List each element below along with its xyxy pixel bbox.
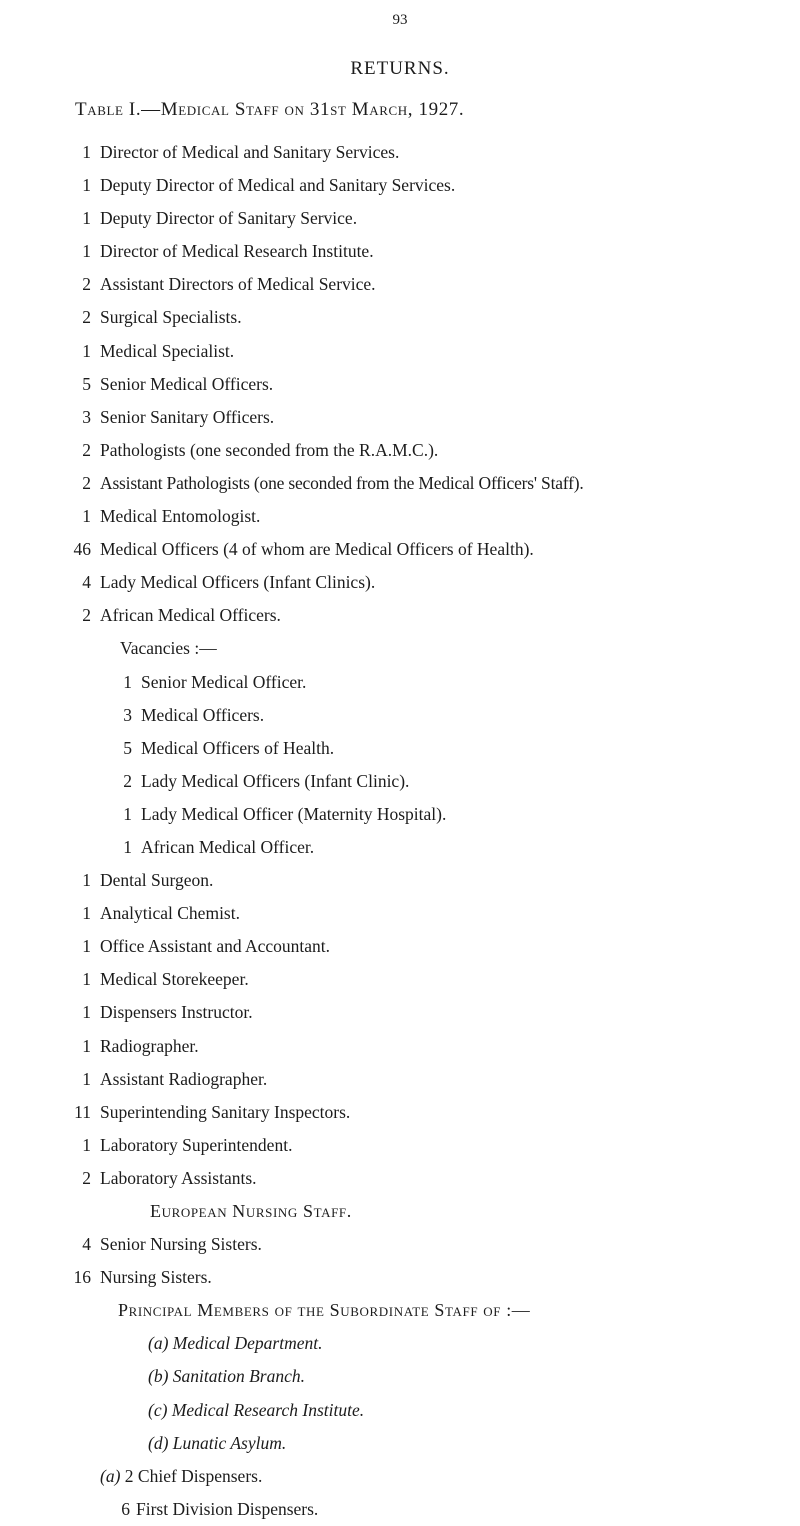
staff-count: 1	[82, 969, 91, 990]
staff-count: 2	[82, 605, 91, 626]
staff-row	[0, 1162, 800, 1195]
staff-row	[0, 1030, 800, 1063]
section-heading: European Nursing Staff.	[150, 1201, 352, 1221]
staff-count: 16	[73, 1267, 91, 1288]
staff-count: 1	[82, 175, 91, 196]
dept-row	[0, 1493, 800, 1526]
staff-count: 1	[82, 1035, 91, 1056]
staff-count: 1	[82, 506, 91, 527]
vacancy-title: Lady Medical Officers (Infant Clinic).	[141, 770, 410, 791]
staff-count: 1	[82, 142, 91, 162]
page-number: 93	[392, 12, 408, 28]
staff-title: Medical Officers (4 of whom are Medical Officers of Health).	[100, 539, 534, 560]
category-row	[0, 1394, 800, 1427]
category-letter: (d)	[148, 1432, 169, 1453]
staff-row	[0, 169, 800, 202]
staff-count: 1	[82, 1068, 91, 1089]
staff-row	[0, 1129, 800, 1162]
category-item	[148, 1327, 322, 1360]
staff-title: African Medical Officers.	[100, 605, 281, 626]
staff-row	[0, 930, 800, 963]
staff-title: Radiographer.	[100, 1035, 199, 1056]
table-title: Table I.—Medical Staff on 31st March, 1927.	[75, 99, 465, 120]
category-row	[0, 1360, 800, 1393]
staff-row	[0, 268, 800, 301]
vacancies-label-row	[0, 632, 800, 665]
vacancy-count: 5	[123, 737, 132, 758]
category-item	[148, 1360, 305, 1393]
staff-row	[0, 500, 800, 533]
staff-count: 11	[74, 1101, 91, 1122]
staff-count: 1	[82, 208, 91, 229]
staff-title: Senior Sanitary Officers.	[100, 406, 275, 427]
staff-title: Medical Specialist.	[100, 340, 235, 361]
staff-title: Laboratory Assistants.	[100, 1167, 257, 1188]
staff-title: Assistant Directors of Medical Service.	[100, 274, 376, 295]
staff-count: 5	[82, 373, 91, 394]
section-heading: Principal Members of the Subordinate Staff of :—	[118, 1300, 531, 1321]
staff-row	[0, 401, 800, 434]
staff-row	[0, 1096, 800, 1129]
staff-title: Superintending Sanitary Inspectors.	[100, 1101, 351, 1122]
dept-letter: (a)	[100, 1465, 121, 1486]
staff-row	[0, 335, 800, 368]
staff-count: 1	[82, 340, 91, 361]
vacancy-title: Senior Medical Officer.	[141, 671, 307, 692]
vacancy-count: 2	[123, 770, 132, 791]
vacancy-count: 1	[123, 836, 132, 857]
staff-count: 1	[82, 936, 91, 957]
staff-return-list	[0, 136, 800, 1526]
subordinate-heading-row	[0, 1294, 800, 1327]
staff-count: 46	[73, 539, 91, 560]
staff-title: Medical Entomologist.	[100, 506, 261, 527]
staff-row	[0, 136, 800, 169]
category-row	[0, 1327, 800, 1360]
staff-count: 2	[82, 472, 91, 493]
staff-row	[0, 1063, 800, 1096]
staff-row	[0, 996, 800, 1029]
category-letter: (b)	[148, 1366, 169, 1387]
staff-title: Analytical Chemist.	[100, 903, 240, 924]
staff-row	[0, 963, 800, 996]
vacancy-title: African Medical Officer.	[141, 836, 315, 857]
staff-row	[0, 533, 800, 566]
staff-count: 1	[82, 241, 91, 262]
staff-title: Lady Medical Officers (Infant Clinics).	[100, 572, 376, 593]
staff-title: Deputy Director of Sanitary Service.	[100, 208, 358, 229]
staff-title: Director of Medical and Sanitary Services.	[100, 142, 400, 162]
category-title: Lunatic Asylum.	[172, 1432, 287, 1453]
staff-title: Senior Medical Officers.	[100, 373, 274, 394]
vacancy-row	[0, 732, 800, 765]
staff-title: First Division Dispensers.	[136, 1498, 319, 1519]
staff-count: 1	[82, 1134, 91, 1155]
staff-count: 2	[82, 274, 91, 295]
category-row	[0, 1427, 800, 1460]
staff-title: Chief Dispensers.	[137, 1465, 263, 1486]
staff-row	[0, 864, 800, 897]
staff-title: Assistant Pathologists (one seconded from the Medical Officers' Staff).	[100, 472, 584, 493]
category-item	[148, 1394, 364, 1427]
category-title: Medical Research Institute.	[171, 1399, 365, 1420]
staff-title: Medical Storekeeper.	[100, 969, 249, 990]
staff-row	[0, 566, 800, 599]
staff-count: 1	[82, 870, 91, 891]
staff-count: 3	[82, 406, 91, 427]
vacancy-count: 3	[123, 704, 132, 725]
category-title: Sanitation Branch.	[172, 1366, 305, 1387]
vacancy-row	[0, 765, 800, 798]
staff-row	[0, 235, 800, 268]
staff-title: Laboratory Superintendent.	[100, 1134, 293, 1155]
staff-row	[0, 599, 800, 632]
page-heading: RETURNS.	[350, 58, 450, 79]
staff-row	[0, 467, 800, 500]
staff-count: 6	[121, 1498, 130, 1519]
category-title: Medical Department.	[172, 1333, 323, 1354]
vacancy-title: Medical Officers of Health.	[141, 737, 335, 758]
vacancy-row	[0, 831, 800, 864]
vacancy-row	[0, 666, 800, 699]
vacancy-count: 1	[123, 803, 132, 824]
staff-count: 4	[82, 572, 91, 593]
staff-count: 2	[82, 1167, 91, 1188]
staff-title: Dispensers Instructor.	[100, 1002, 253, 1023]
staff-title: Dental Surgeon.	[100, 870, 214, 891]
staff-count: 2	[124, 1465, 134, 1486]
category-item	[148, 1427, 286, 1460]
vacancy-row	[0, 798, 800, 831]
staff-count: 4	[82, 1234, 91, 1255]
category-letter: (c)	[148, 1399, 168, 1420]
staff-row	[0, 897, 800, 930]
vacancies-label: Vacancies :—	[120, 638, 217, 659]
staff-title: Pathologists (one seconded from the R.A.M.C.).	[100, 439, 439, 460]
staff-title: Deputy Director of Medical and Sanitary Services.	[100, 175, 456, 196]
vacancy-row	[0, 699, 800, 732]
category-letter: (a)	[148, 1333, 169, 1354]
vacancy-count: 1	[123, 671, 132, 692]
staff-title: Assistant Radiographer.	[100, 1068, 268, 1089]
staff-title: Director of Medical Research Institute.	[100, 241, 374, 262]
staff-row	[0, 202, 800, 235]
staff-row	[0, 434, 800, 467]
dept-row	[0, 1460, 800, 1493]
staff-row	[0, 1228, 800, 1261]
vacancy-title: Medical Officers.	[141, 704, 265, 725]
staff-row	[0, 1261, 800, 1294]
staff-title: Nursing Sisters.	[100, 1267, 212, 1288]
staff-count: 1	[82, 1002, 91, 1023]
nursing-heading-row	[0, 1195, 800, 1228]
staff-title: Senior Nursing Sisters.	[100, 1234, 262, 1255]
dept-item	[100, 1460, 262, 1493]
staff-title: Office Assistant and Accountant.	[100, 936, 331, 957]
staff-row	[0, 368, 800, 401]
staff-row	[0, 301, 800, 334]
staff-count: 2	[82, 307, 91, 328]
staff-title: Surgical Specialists.	[100, 307, 242, 328]
vacancy-title: Lady Medical Officer (Maternity Hospital).	[141, 803, 447, 824]
staff-count: 1	[82, 903, 91, 924]
staff-count: 2	[82, 439, 91, 460]
